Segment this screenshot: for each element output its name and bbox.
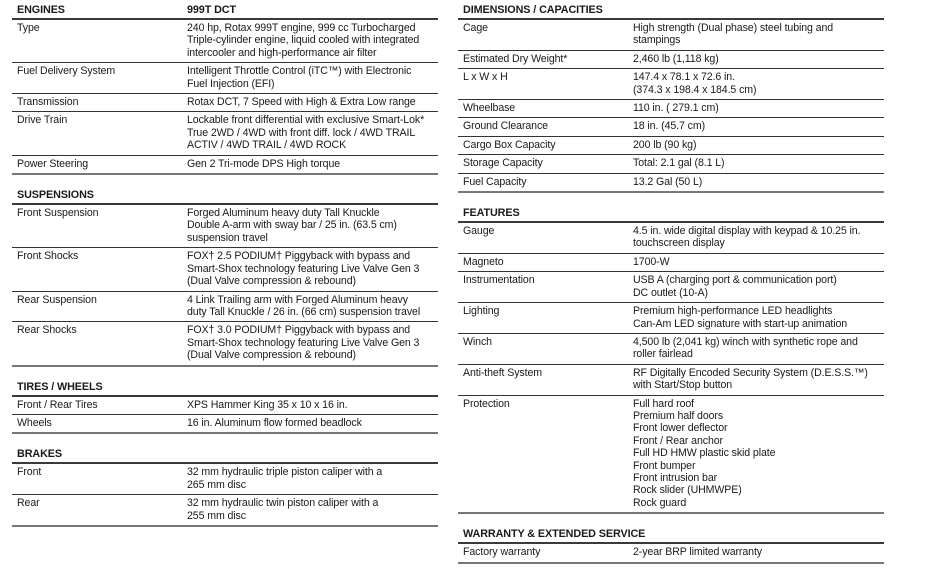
spec-label: Drive Train bbox=[17, 114, 68, 127]
spec-label: Rear Suspension bbox=[17, 293, 97, 306]
spec-row bbox=[12, 397, 438, 415]
section-title: SUSPENSIONS bbox=[17, 189, 94, 202]
spec-label: Cargo Box Capacity bbox=[463, 138, 556, 151]
spec-label: Anti-theft System bbox=[463, 366, 542, 379]
spec-value: Intelligent Throttle Control (iTC™) with Electronic Fuel Injection (EFI) bbox=[187, 65, 412, 90]
spec-label: L x W x H bbox=[463, 71, 508, 84]
spec-label: Power Steering bbox=[17, 157, 89, 170]
spec-value: 32 mm hydraulic triple piston caliper with a 265 mm disc bbox=[187, 466, 383, 491]
spec-row bbox=[458, 69, 884, 100]
section-header bbox=[12, 447, 438, 464]
spec-value: Rotax DCT, 7 Speed with High & Extra Low range bbox=[187, 96, 416, 109]
section-header bbox=[12, 188, 438, 205]
section-title: TIRES / WHEELS bbox=[17, 380, 103, 393]
section-header bbox=[12, 380, 438, 397]
spec-row bbox=[458, 254, 884, 272]
spec-label: Transmission bbox=[17, 96, 79, 109]
spec-label: Gauge bbox=[463, 225, 495, 238]
spec-row bbox=[12, 464, 438, 495]
spec-row bbox=[12, 292, 438, 323]
spec-value: 4,500 lb (2,041 kg) winch with synthetic rope and roller fairlead bbox=[633, 335, 858, 361]
section-title: WARRANTY & EXTENDED SERVICE bbox=[463, 528, 646, 541]
spec-label: Ground Clearance bbox=[463, 120, 548, 133]
spec-value: 147.4 x 78.1 x 72.6 in. (374.3 x 198.4 x 184.5 cm) bbox=[633, 71, 757, 96]
spec-label: Front bbox=[17, 466, 42, 479]
spec-label: Front / Rear Tires bbox=[17, 398, 98, 411]
spec-label: Wheels bbox=[17, 416, 52, 429]
spec-value: RF Digitally Encoded Security System (D.E.S.S.™) with Start/Stop button bbox=[633, 366, 868, 392]
spec-row bbox=[12, 415, 438, 434]
spec-row bbox=[458, 396, 884, 515]
spec-row bbox=[458, 174, 884, 193]
spec-row bbox=[458, 365, 884, 396]
spec-value: Full hard roof Premium half doors Front lower deflector Front / Rear anchor Full HD HMW plastic skid plate Front bumper Front intrusion bar Rock slider (UHMWPE) Rock guard bbox=[633, 397, 776, 509]
spec-row bbox=[12, 205, 438, 248]
spec-row bbox=[458, 118, 884, 136]
spec-row bbox=[458, 155, 884, 173]
spec-label: Front Suspension bbox=[17, 207, 99, 220]
spec-label: Estimated Dry Weight* bbox=[463, 52, 568, 65]
spec-row bbox=[458, 137, 884, 155]
spec-label: Storage Capacity bbox=[463, 157, 543, 170]
spec-row bbox=[12, 156, 438, 175]
spec-label: Lighting bbox=[463, 305, 500, 318]
spec-value: FOX† 2.5 PODIUM† Piggyback with bypass and Smart-Shox technology featuring Live Valve Gen 3 (Dual Valve compression & rebound) bbox=[187, 250, 420, 288]
spec-row bbox=[458, 51, 884, 69]
left-column bbox=[12, 3, 438, 540]
spec-label: Magneto bbox=[463, 255, 504, 268]
spec-value: 2-year BRP limited warranty bbox=[633, 546, 762, 559]
spec-label: Fuel Capacity bbox=[463, 175, 527, 188]
spec-value: Lockable front differential with exclusive Smart-Lok* True 2WD / 4WD with front diff. lock / 4WD TRAIL ACTIV / 4WD TRAIL / 4WD ROCK bbox=[187, 114, 425, 152]
spec-label: Rear Shocks bbox=[17, 324, 77, 337]
brakes-section bbox=[12, 447, 438, 527]
spec-row bbox=[12, 63, 438, 94]
section-header bbox=[458, 527, 884, 544]
features-section bbox=[458, 206, 884, 514]
spec-row bbox=[458, 20, 884, 51]
spec-value: 200 lb (90 kg) bbox=[633, 138, 697, 151]
section-header bbox=[458, 3, 884, 20]
spec-value: 240 hp, Rotax 999T engine, 999 cc Turbocharged Triple-cylinder engine, liquid cooled with integrated intercooler and high-performance air filter bbox=[187, 22, 420, 59]
spec-row bbox=[458, 223, 884, 254]
spec-label: Factory warranty bbox=[463, 546, 541, 559]
spec-row bbox=[12, 495, 438, 527]
spec-value: FOX† 3.0 PODIUM† Piggyback with bypass and Smart-Shox technology featuring Live Valve Gen 3 (Dual Valve compression & rebound) bbox=[187, 324, 420, 362]
spec-label: Front Shocks bbox=[17, 250, 79, 263]
spec-value: Forged Aluminum heavy duty Tall Knuckle Double A-arm with sway bar / 25 in. (63.5 cm) suspension travel bbox=[187, 207, 397, 244]
spec-value: High strength (Dual phase) steel tubing and stampings bbox=[633, 22, 834, 47]
section-title: ENGINES bbox=[17, 4, 65, 16]
spec-row bbox=[12, 94, 438, 112]
section-header bbox=[12, 3, 438, 20]
spec-label: Protection bbox=[463, 397, 510, 410]
right-column bbox=[458, 3, 884, 577]
warranty-section bbox=[458, 527, 884, 563]
spec-row bbox=[458, 544, 884, 563]
tires-wheels-section bbox=[12, 380, 438, 435]
spec-row bbox=[458, 303, 884, 334]
spec-value: 1700-W bbox=[633, 255, 670, 268]
spec-row bbox=[12, 20, 438, 63]
model-name: 999T DCT bbox=[187, 4, 236, 16]
spec-label: Rear bbox=[17, 497, 40, 510]
spec-label: Cage bbox=[463, 22, 488, 34]
spec-value: 110 in. ( 279.1 cm) bbox=[633, 102, 719, 115]
spec-row bbox=[458, 100, 884, 118]
suspensions-section bbox=[12, 188, 438, 366]
spec-value: XPS Hammer King 35 x 10 x 16 in. bbox=[187, 398, 348, 411]
section-title: FEATURES bbox=[463, 207, 520, 220]
spec-value: 16 in. Aluminum flow formed beadlock bbox=[187, 416, 362, 429]
engines-section bbox=[12, 3, 438, 175]
spec-row bbox=[12, 112, 438, 155]
section-header bbox=[458, 206, 884, 223]
spec-label: Winch bbox=[463, 335, 492, 348]
spec-row bbox=[12, 322, 438, 366]
spec-value: 32 mm hydraulic twin piston caliper with a 255 mm disc bbox=[187, 497, 379, 522]
spec-label: Instrumentation bbox=[463, 274, 535, 287]
spec-value: Gen 2 Tri-mode DPS High torque bbox=[187, 157, 341, 170]
spec-value: USB A (charging port & communication port) DC outlet (10-A) bbox=[633, 274, 837, 299]
dimensions-section bbox=[458, 3, 884, 193]
section-title: DIMENSIONS / CAPACITIES bbox=[463, 4, 603, 16]
spec-value: Total: 2.1 gal (8.1 L) bbox=[633, 157, 725, 170]
spec-value: 2,460 lb (1,118 kg) bbox=[633, 52, 719, 65]
spec-row bbox=[458, 272, 884, 303]
spec-value: 18 in. (45.7 cm) bbox=[633, 120, 705, 133]
spec-label: Type bbox=[17, 22, 40, 34]
spec-value: Premium high-performance LED headlights Can-Am LED signature with start-up animation bbox=[633, 305, 848, 330]
section-title: BRAKES bbox=[17, 448, 62, 461]
spec-value: 13.2 Gal (50 L) bbox=[633, 175, 703, 188]
spec-row bbox=[12, 248, 438, 291]
spec-value: 4.5 in. wide digital display with keypad & 10.25 in. touchscreen display bbox=[633, 225, 861, 250]
spec-label: Fuel Delivery System bbox=[17, 65, 116, 78]
spec-label: Wheelbase bbox=[463, 102, 516, 115]
spec-row bbox=[458, 334, 884, 365]
spec-value: 4 Link Trailing arm with Forged Aluminum heavy duty Tall Knuckle / 26 in. (66 cm) suspension travel bbox=[187, 293, 421, 318]
